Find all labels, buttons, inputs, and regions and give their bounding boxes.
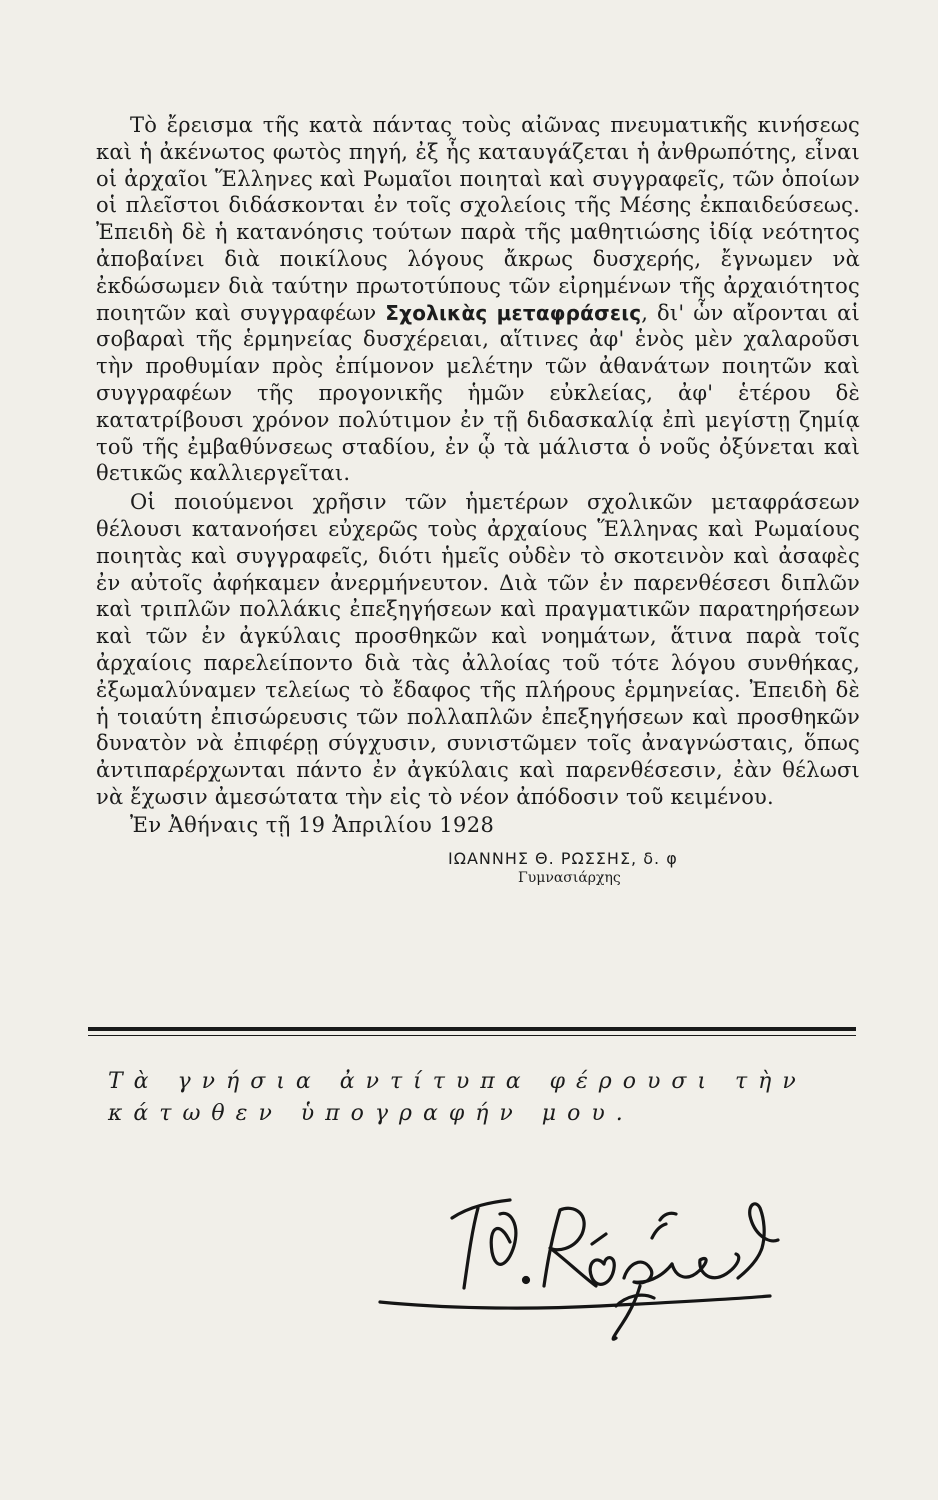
author-name: ΙΩΑΝΝΗΣ Θ. ΡΩΣΣΗΣ, δ. φ xyxy=(448,848,678,868)
paragraph-1-text-b: , δι' ὧν αἴρονται αἱ σοβαραὶ τῆς ἑρμηνείας δυσχέρειαι, αἵτινες ἀφ' ἑνὸς μὲν χαλαροῦσι τὴν προθυμίαν πρὸς ἐπίμονον μελέτην τῶν ἀθανάτων ποιητῶν καὶ συγγραφέων τῆς προγονικῆς ἡμῶν εὐκλείας, ἀφ' ἑτέρου δὲ κατατρίβουσι χρόνον πολύτιμον ἐν τῇ διδασκαλίᾳ ἐπὶ μεγίστῃ ζημίᾳ τοῦ τῆς ἐμβαθύνσεως σταδίου, ἐν ᾧ τὰ μάλιστα ὁ νοῦς ὀξύνεται καὶ θετικῶς καλλιεργεῖται. xyxy=(96,300,860,486)
preface-paragraph-2: Οἱ ποιούμενοι χρῆσιν τῶν ἡμετέρων σχολικῶν μεταφράσεων θέλουσι κατανοήσει εὐχερῶς τοὺς ἀρχαίους Ἕλληνας καὶ Ρωμαίους ποιητὰς καὶ συγγραφεῖς, διότι ἡμεῖς οὐδὲν τὸ σκοτεινὸν καὶ ἀσαφὲς ἐν αὐτοῖς ἀφήκαμεν ἀνερμήνευτον. Διὰ τῶν ἐν παρενθέσεσι διπλῶν καὶ τριπλῶν πολλάκις ἐπεξηγήσεων καὶ πραγματικῶν παρατηρήσεων καὶ τῶν ἐν ἀγκύλαις προσθηκῶν καὶ νοημάτων, ἅτινα παρὰ τοῖς ἀρχαίοις παρελείποντο διὰ τὰς ἀλλοίας τοῦ τότε λόγου συνθήκας, ἐξωμαλύναμεν τελείως τὸ ἔδαφος τῆς πλήρους ἑρμηνείας. Ἐπειδὴ δὲ ἡ τοιαύτη ἐπισώρευσις τῶν πολλαπλῶν ἐπεξηγήσεων καὶ προσθηκῶν δυνατὸν νὰ ἐπιφέρῃ σύγχυσιν, συνιστῶμεν τοῖς ἀναγνώσταις, ὅπως ἀντιπαρέρχωνται πάντο ἐν ἀγκύλαις καὶ παρενθέσεσιν, ἐὰν θέλωσι νὰ ἔχωσιν ἀμεσώτατα τὴν εἰς τὸ νέον ἀπόδοσιν τοῦ κειμένου. xyxy=(96,490,860,809)
double-rule-thick xyxy=(88,1027,856,1031)
paragraph-1-text-a: Τὸ ἔρεισμα τῆς κατὰ πάντας τοὺς αἰῶνας πνευματικῆς κινήσεως καὶ ἡ ἀκένωτος φωτὸς πηγή, ἐξ ἧς καταυγάζεται ἡ ἀνθρωπότης, εἶναι οἱ ἀρχαῖοι Ἕλληνες καὶ Ρωμαῖοι ποιηταὶ καὶ συγγραφεῖς, τῶν ὁποίων οἱ πλεῖστοι διδάσκονται ἐν τοῖς σχολείοις τῆς Μέσης ἐκπαιδεύσεως. Ἐπειδὴ δὲ ἡ κατανόησις τούτων παρὰ τῆς μαθητιώσης ἰδίᾳ νεότητος ἀποβαίνει διὰ ποικίλους λόγους ἄκρως δυσχερής, ἔγνωμεν νὰ ἐκδώσωμεν διὰ ταύτην πρωτοτύπους τῶν εἰρημένων τῆς ἀρχαιότητος ποιητῶν καὶ συγγραφέων xyxy=(96,113,860,325)
authenticity-note: Τὰ γνήσια ἀντίτυπα φέρουσι τὴν κάτωθεν ὑπογραφήν μου. xyxy=(108,1069,807,1126)
handwritten-signature xyxy=(360,1160,820,1360)
author-block xyxy=(96,849,860,886)
dateline: Ἐν Ἀθήναις τῇ 19 Ἀπριλίου 1928 xyxy=(130,812,495,837)
author-title: Γυμνασιάρχης xyxy=(518,869,621,886)
double-rule-thin xyxy=(88,1035,856,1036)
school-translations-term: Σχολικὰς μεταφράσεις xyxy=(385,300,642,325)
preface-paragraph-1 xyxy=(96,112,860,487)
